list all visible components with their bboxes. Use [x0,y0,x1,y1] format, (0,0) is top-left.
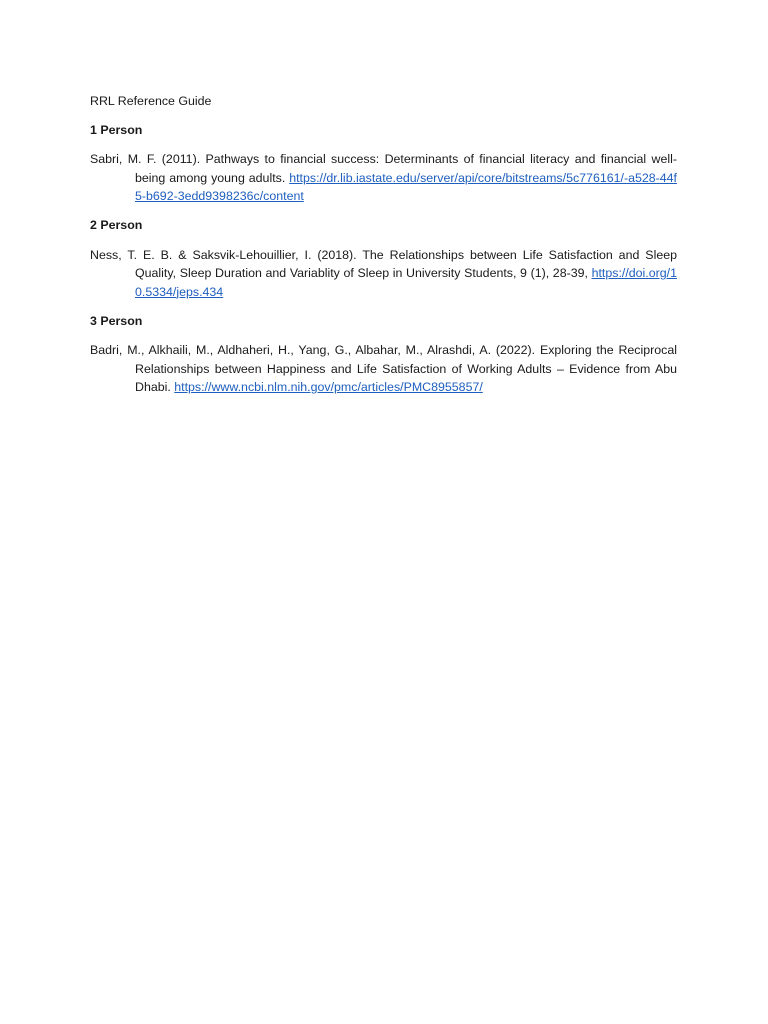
reference-entry-ness [90,246,677,302]
reference-citation-text: Sabri, M. F. (2011). Pathways to financial success: Determinants of financial literacy and financial well-being among young adults. [90,152,677,185]
section-heading-3-person: 3 Person [90,313,143,328]
section-heading-2-person: 2 Person [90,218,143,233]
reference-link-ness[interactable]: https://doi.org/10.5334/jeps.434 [135,266,677,299]
reference-citation-text: Badri, M., Alkhaili, M., Aldhaheri, H., Yang, G., Albahar, M., Alrashdi, A. (2022). Exploring the Reciprocal Relationships between Happiness and Life Satisfaction of Working Adults – Evidence from Abu Dhabi. [90,342,677,395]
document-title: RRL Reference Guide [90,94,212,108]
reference-citation-text: Ness, T. E. B. & Saksvik-Lehouillier, I. (2018). The Relationships between Life Satisfaction and Sleep Quality, Sleep Duration and Variablity of Sleep in University Students, 9 (1), 28-39, [90,247,677,281]
reference-entry-badri [90,341,677,397]
document-body [90,92,677,407]
reference-link-sabri[interactable]: https://dr.lib.iastate.edu/server/api/core/bitstreams/5c776161/-a528-44f5-b692-3edd9398236c/content [135,170,677,204]
reference-link-badri[interactable]: https://www.ncbi.nlm.nih.gov/pmc/articles/PMC8955857/ [174,380,483,395]
section-heading-1-person: 1 Person [90,123,143,138]
reference-entry-sabri [90,150,677,206]
